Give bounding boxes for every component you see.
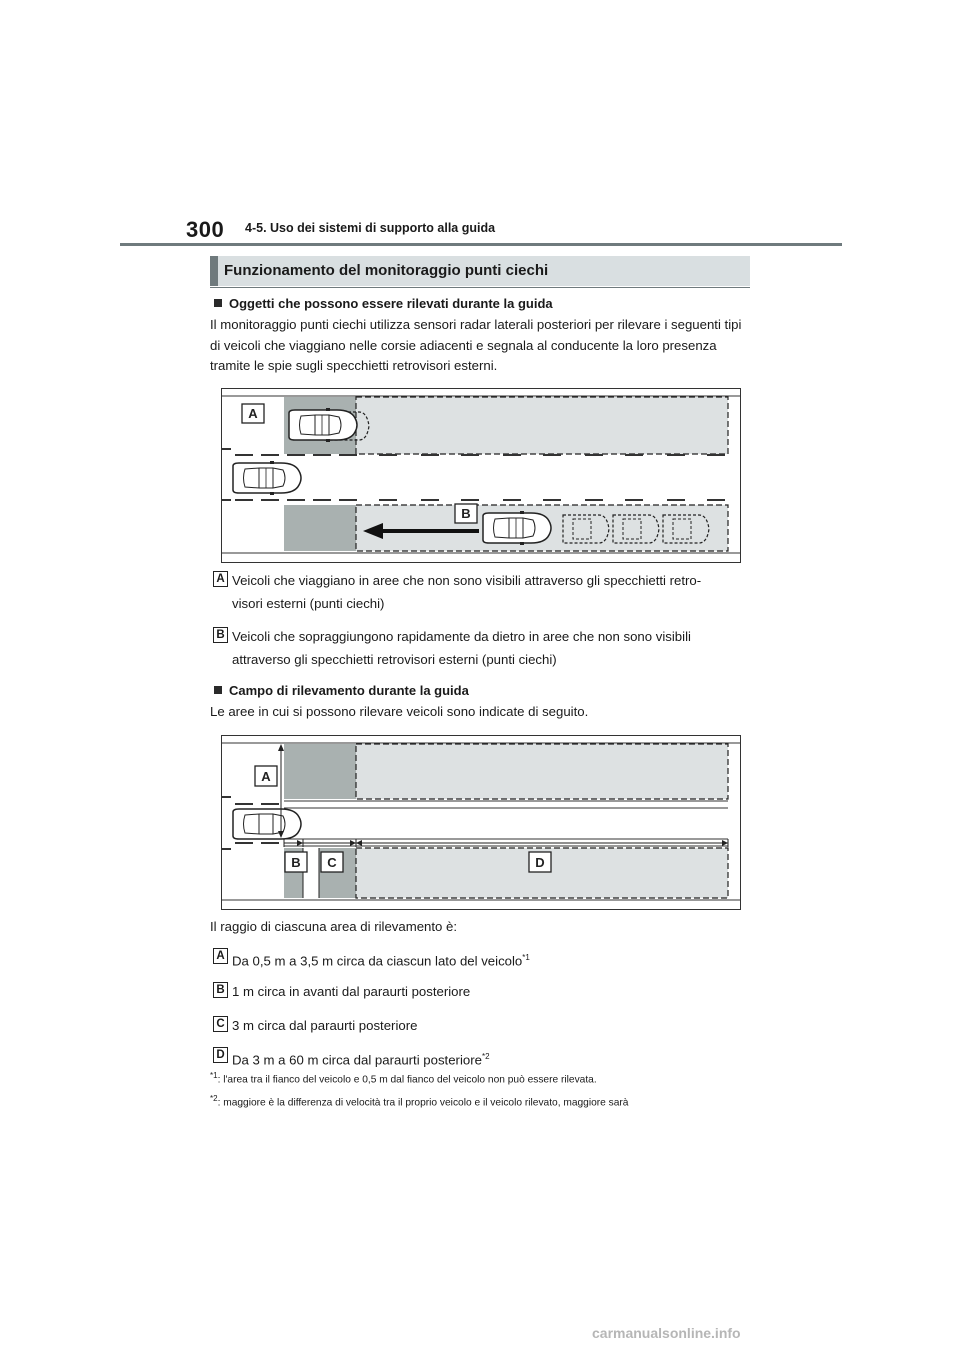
section-banner-title: Funzionamento del monitoraggio punti ciechi	[224, 262, 549, 279]
page-number: 300	[186, 217, 225, 242]
badge-b: B	[213, 982, 228, 998]
badge-d: D	[213, 1047, 228, 1063]
badge-a: A	[213, 571, 228, 587]
section-banner-accent	[210, 256, 218, 286]
badge-a: A	[213, 948, 228, 964]
diagram2-label-c: C	[327, 855, 337, 870]
footnote-2: $^{*2}$: maggiore è la differenza di velocità tra il proprio veicolo e il veicolo rilevato, maggiore sarà	[210, 1094, 629, 1109]
range-item-b: 1 m circa in avanti dal paraurti posteriore	[232, 984, 471, 999]
range-intro: Il raggio di ciascuna area di rilevamento è:	[210, 919, 458, 934]
range-item-a: Da 0,5 m a 3,5 m circa da ciascun lato del veicolo$^{*1}$	[232, 953, 530, 969]
diagram-detection-types	[221, 388, 741, 563]
badge-b: B	[213, 627, 228, 643]
diagram1-label-a: A	[248, 406, 258, 421]
paragraph-detection-range: Le aree in cui si possono rilevare veicoli sono indicate di seguito.	[210, 704, 589, 719]
section-banner-rule	[210, 287, 750, 288]
badge-c: C	[213, 1016, 228, 1032]
footnote-1: $^{*1}$: l'area tra il fianco del veicolo e 0,5 m dal fianco del veicolo non può essere rilevata.	[210, 1071, 597, 1086]
item-a-text: Veicoli che viaggiano in aree che non sono visibili attraverso gli specchietti retro- visori esterni (punti ciechi)	[232, 573, 702, 611]
diagram1-label-b: B	[461, 506, 471, 521]
item-b-text: Veicoli che sopraggiungono rapidamente da dietro in aree che non sono visibili attraverso gli specchietti retrovisori esterni (punti ciechi)	[232, 629, 691, 667]
diagram2-label-a: A	[261, 769, 271, 784]
subheading-detection-range: Campo di rilevamento durante la guida	[214, 683, 469, 698]
square-bullet-icon	[214, 299, 222, 307]
square-bullet-icon	[214, 686, 222, 694]
header-rule	[120, 243, 842, 246]
car-icon-own	[233, 809, 301, 839]
subheading-detected-objects: Oggetti che possono essere rilevati durante la guida	[214, 296, 553, 311]
car-icon-own	[233, 461, 301, 495]
diagram2-label-d: D	[535, 855, 545, 870]
section-reference: 4-5. Uso dei sistemi di supporto alla guida	[245, 221, 496, 235]
range-item-c: 3 m circa dal paraurti posteriore	[232, 1018, 418, 1033]
diagram2-label-b: B	[291, 855, 301, 870]
car-icon-b	[483, 511, 551, 545]
watermark: carmanualsonline.info	[592, 1325, 741, 1341]
diagram-detection-range	[221, 735, 741, 910]
car-icon-a	[289, 408, 357, 442]
range-item-d: Da 3 m a 60 m circa dal paraurti posteriore$^{*2}$	[232, 1052, 490, 1068]
paragraph-detected-objects: Il monitoraggio punti ciechi utilizza sensori radar laterali posteriori per rilevare i seguenti tipi di veicoli che viaggiano nelle corsie adiacenti e segnala al conducente la loro presenza tramite le spie sugli specchietti retrovisori esterni.	[210, 317, 742, 373]
